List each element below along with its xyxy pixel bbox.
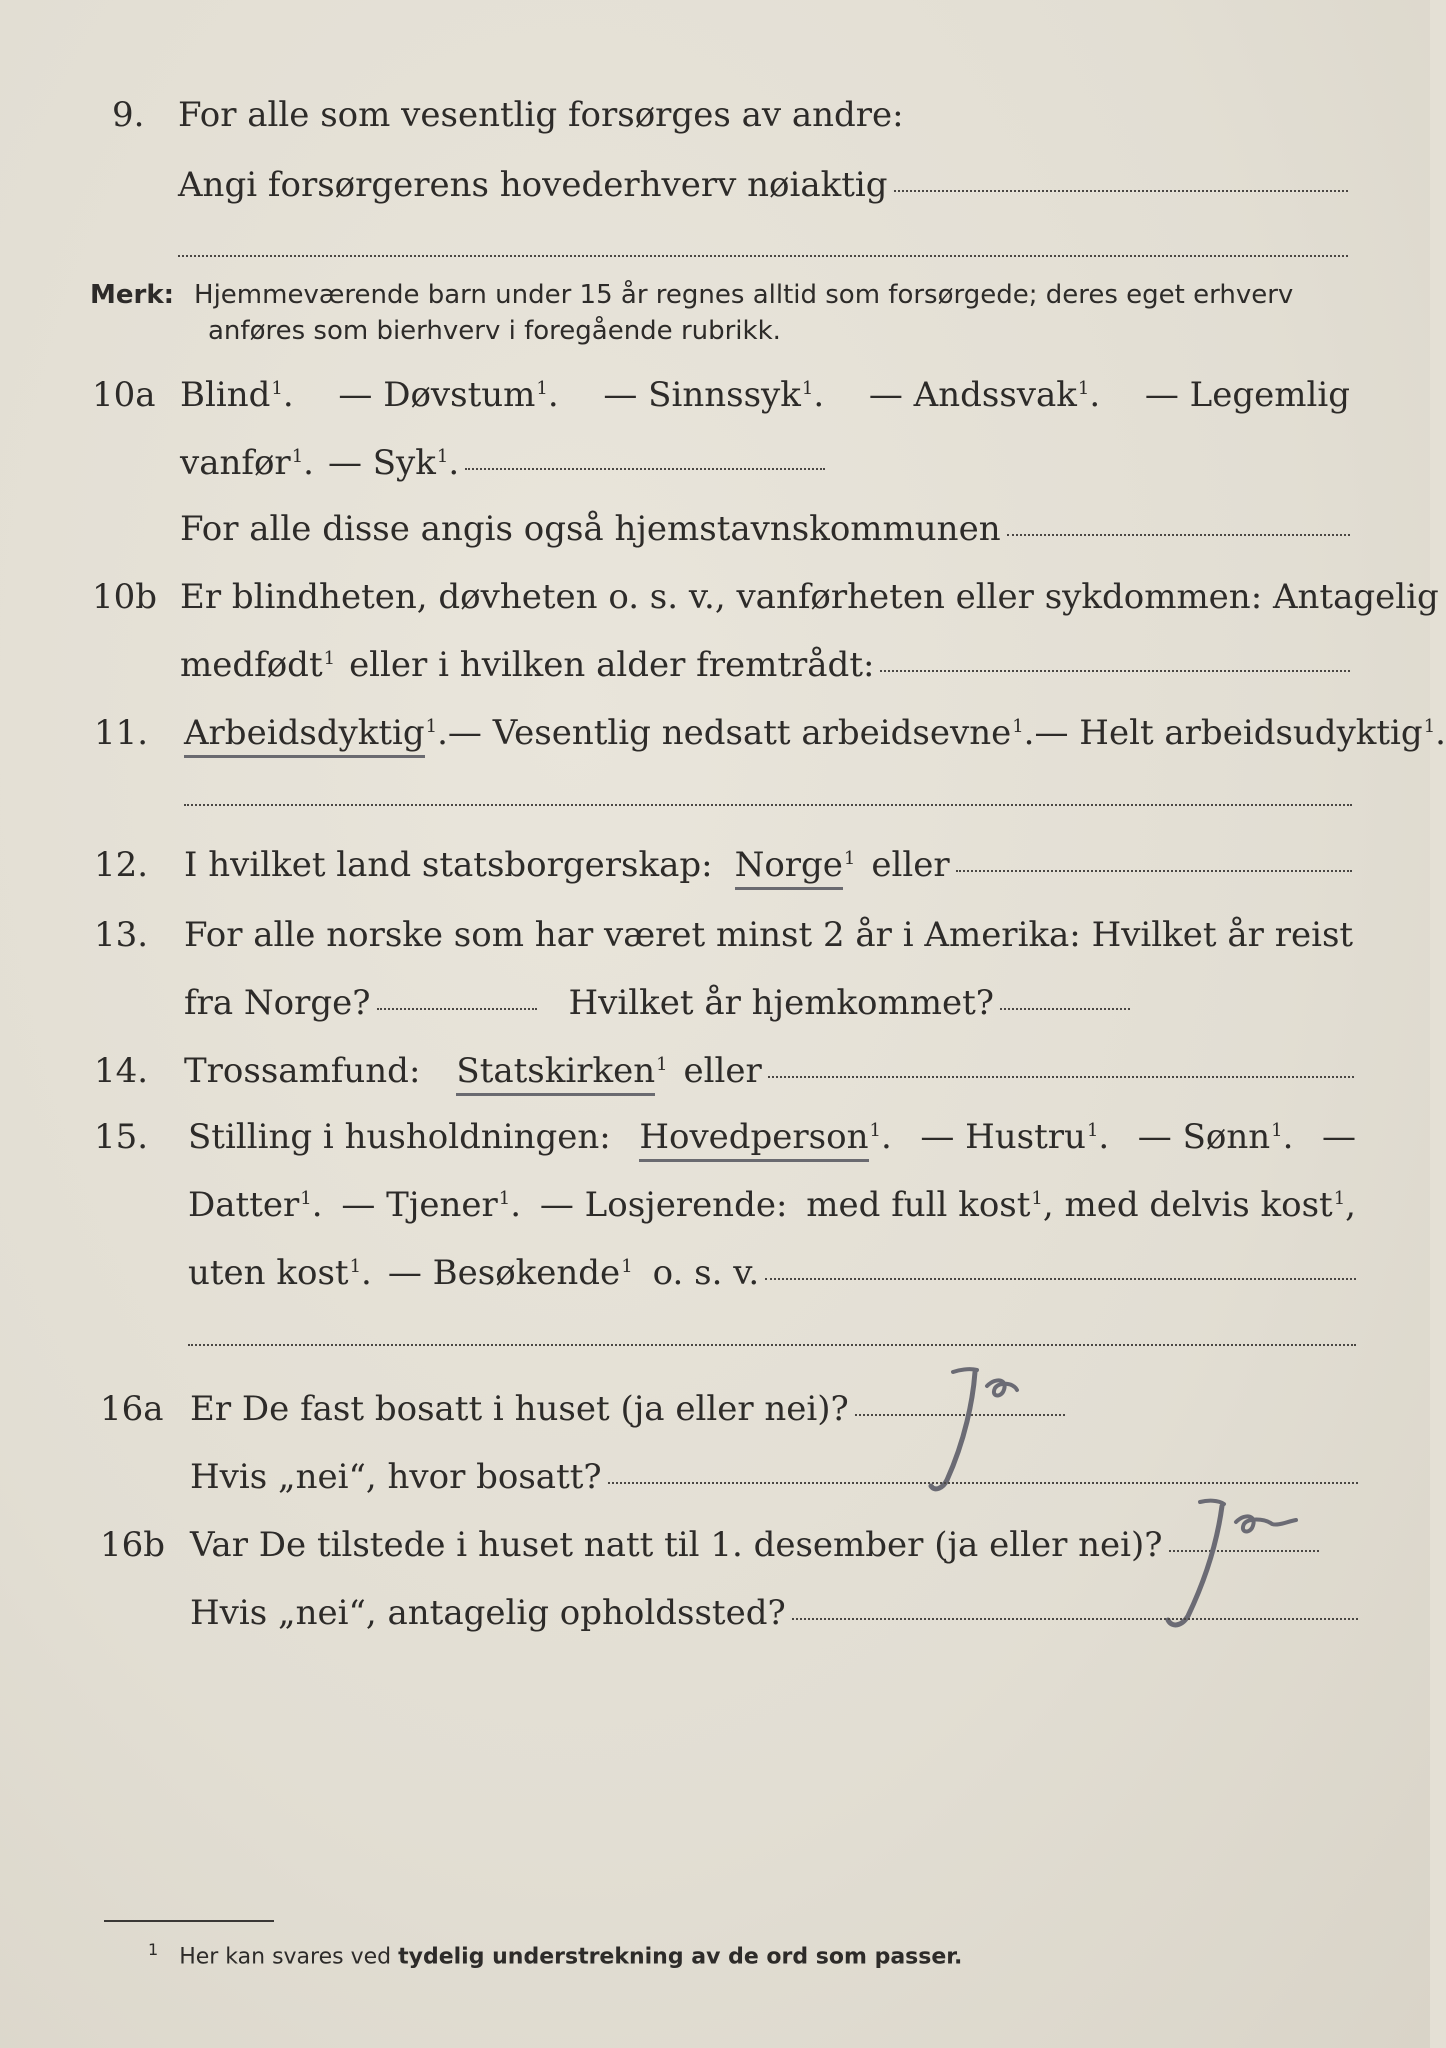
- footnote-rule: [104, 1920, 274, 1922]
- q16b-question: Var De tilstede i huset natt til 1. desember (ja eller nei)?: [190, 1525, 1163, 1565]
- q10a-line2: [180, 443, 825, 483]
- q13-number: 13.: [94, 915, 149, 955]
- q11-opt-arbeidsdyktig[interactable]: Arbeidsdyktig$^1$.: [184, 716, 448, 750]
- footnote-text-a: Her kan svares ved: [179, 1944, 392, 1970]
- q10b-alder-label: eller i hvilken alder fremtrådt:: [349, 645, 875, 685]
- q9-occupation-label: Angi forsørgerens hovederhverv nøiaktig: [178, 165, 888, 205]
- q10b-text: Er blindheten, døvheten o. s. v., vanførheten eller sykdommen: Antagelig: [180, 577, 1439, 617]
- q10a-number: 10a: [92, 375, 156, 415]
- q10a-line3: [180, 509, 1350, 549]
- q16a-line2: [190, 1457, 1358, 1497]
- q10a-opt-sinnssyk[interactable]: — Sinnssyk$^1$.: [603, 375, 825, 415]
- q16a-bosatt-field[interactable]: [608, 1482, 1358, 1484]
- q9-extra-line[interactable]: [178, 255, 1348, 257]
- footnote: [148, 1940, 962, 1969]
- merk-label: Merk:: [90, 280, 175, 310]
- q15-line1: [188, 1117, 1356, 1157]
- footnote-mark: 1: [148, 1940, 159, 1959]
- q16a-number: 16a: [100, 1389, 164, 1429]
- q15-opt-hustru[interactable]: — Hustru$^1$.: [920, 1117, 1110, 1157]
- q12-land-field[interactable]: [956, 870, 1352, 872]
- q13-hjemkommet-label: Hvilket år hjemkommet?: [568, 983, 995, 1023]
- q15-stilling-field[interactable]: [765, 1278, 1356, 1280]
- q9-line2: [178, 165, 1348, 205]
- q15-opt-uten-kost[interactable]: uten kost$^1$.: [188, 1253, 372, 1293]
- q10a-hjemstavn-field[interactable]: [1007, 534, 1350, 536]
- q10a-opt-andssvak[interactable]: — Andssvak$^1$.: [868, 375, 1101, 415]
- q16b-opphold-label: Hvis „nei“, antagelig opholdssted?: [190, 1593, 786, 1633]
- merk-line2: [208, 318, 781, 344]
- q16b-number: 16b: [100, 1525, 166, 1565]
- q9-line1: [178, 95, 904, 135]
- q14-text: Trossamfund:: [184, 1051, 421, 1091]
- q15-line3: [188, 1253, 1356, 1293]
- q15-dash: —: [1321, 1117, 1356, 1157]
- q11-number: 11.: [94, 713, 149, 753]
- q11-opt-nedsatt[interactable]: — Vesentlig nedsatt arbeidsevne$^1$.: [447, 713, 1035, 753]
- q15-opt-tjener[interactable]: — Tjener$^1$.: [341, 1185, 522, 1225]
- q15-losjerende: — Losjerende:: [539, 1185, 788, 1225]
- q11-opt-udyktig[interactable]: — Helt arbeidsudyktig$^1$.: [1034, 713, 1446, 753]
- q14-trossamfund-field[interactable]: [768, 1076, 1354, 1078]
- q15-text: Stilling i husholdningen:: [188, 1117, 611, 1157]
- q11-line1: [184, 713, 1446, 753]
- q12-opt-norge[interactable]: Norge$^1$: [735, 848, 856, 882]
- q12-line: [184, 845, 1352, 885]
- q15-opt-besokende[interactable]: — Besøkende$^1$: [387, 1253, 633, 1293]
- merk-line1: [90, 282, 1293, 308]
- q10a-opt-vanfor[interactable]: vanfør$^1$.: [180, 443, 314, 483]
- footnote-text-b: tydelig understrekning av de ord som passer.: [398, 1944, 963, 1970]
- q10b-alder-field[interactable]: [880, 670, 1350, 672]
- q10a-hjemstavn-label: For alle disse angis også hjemstavnskommunen: [180, 509, 1001, 549]
- q15-extra-line[interactable]: [188, 1344, 1356, 1346]
- q16a-bosatt-label: Hvis „nei“, hvor bosatt?: [190, 1457, 602, 1497]
- q10b-number: 10b: [92, 577, 158, 617]
- q9-number: 9.: [112, 95, 145, 135]
- q15-opt-full-kost[interactable]: med full kost$^1$, med delvis kost$^1$,: [806, 1185, 1356, 1225]
- q10a-line1: [180, 375, 1350, 415]
- q13-line2: [184, 983, 1130, 1023]
- q11-extra-line[interactable]: [184, 804, 1352, 806]
- q15-number: 15.: [94, 1117, 149, 1157]
- q10b-line1: [180, 577, 1439, 617]
- q13-text: For alle norske som har været minst 2 år i Amerika: Hvilket år reist: [184, 915, 1354, 955]
- q12-number: 12.: [94, 845, 149, 885]
- q16a-question: Er De fast bosatt i huset (ja eller nei)?: [190, 1389, 849, 1429]
- q13-reist-field[interactable]: [377, 1008, 537, 1010]
- q10b-line2: [180, 645, 1350, 685]
- merk-text2: anføres som bierhverv i foregående rubrikk.: [208, 316, 781, 346]
- q9-occupation-field[interactable]: [894, 190, 1348, 192]
- merk-text1: Hjemmeværende barn under 15 år regnes alltid som forsørgede; deres eget erhverv: [194, 280, 1294, 310]
- q15-opt-sonn[interactable]: — Sønn$^1$.: [1137, 1117, 1294, 1157]
- q10a-opt-syk[interactable]: — Syk$^1$.: [327, 443, 460, 483]
- q15-opt-datter[interactable]: Datter$^1$.: [188, 1185, 323, 1225]
- q14-opt-statskirken[interactable]: Statskirken$^1$: [456, 1054, 667, 1088]
- q13-hjemkommet-field[interactable]: [1000, 1008, 1130, 1010]
- q13-reist-label: fra Norge?: [184, 983, 371, 1023]
- q15-opt-hovedperson[interactable]: Hovedperson$^1$.: [639, 1120, 891, 1154]
- q14-number: 14.: [94, 1051, 149, 1091]
- q14-eller: eller: [683, 1051, 762, 1091]
- q15-osv: o. s. v.: [652, 1253, 760, 1293]
- q16b-line1: [190, 1525, 1319, 1565]
- q12-text: I hvilket land statsborgerskap:: [184, 845, 713, 885]
- q10a-opt-dovstum[interactable]: — Døvstum$^1$.: [338, 375, 559, 415]
- q13-line1: [184, 915, 1354, 955]
- q14-line: [184, 1051, 1354, 1091]
- q16b-line2: [190, 1593, 1358, 1633]
- q10a-syk-field[interactable]: [465, 468, 825, 470]
- q10a-opt-blind[interactable]: Blind$^1$.: [180, 375, 294, 415]
- q16b-opphold-field[interactable]: [792, 1618, 1358, 1620]
- q15-line2: [188, 1185, 1356, 1225]
- q10a-opt-legemlig[interactable]: — Legemlig: [1144, 375, 1350, 415]
- q12-eller: eller: [871, 845, 950, 885]
- q9-text: For alle som vesentlig forsørges av andre:: [178, 95, 904, 135]
- q10b-opt-medfodt[interactable]: medfødt$^1$: [180, 645, 336, 685]
